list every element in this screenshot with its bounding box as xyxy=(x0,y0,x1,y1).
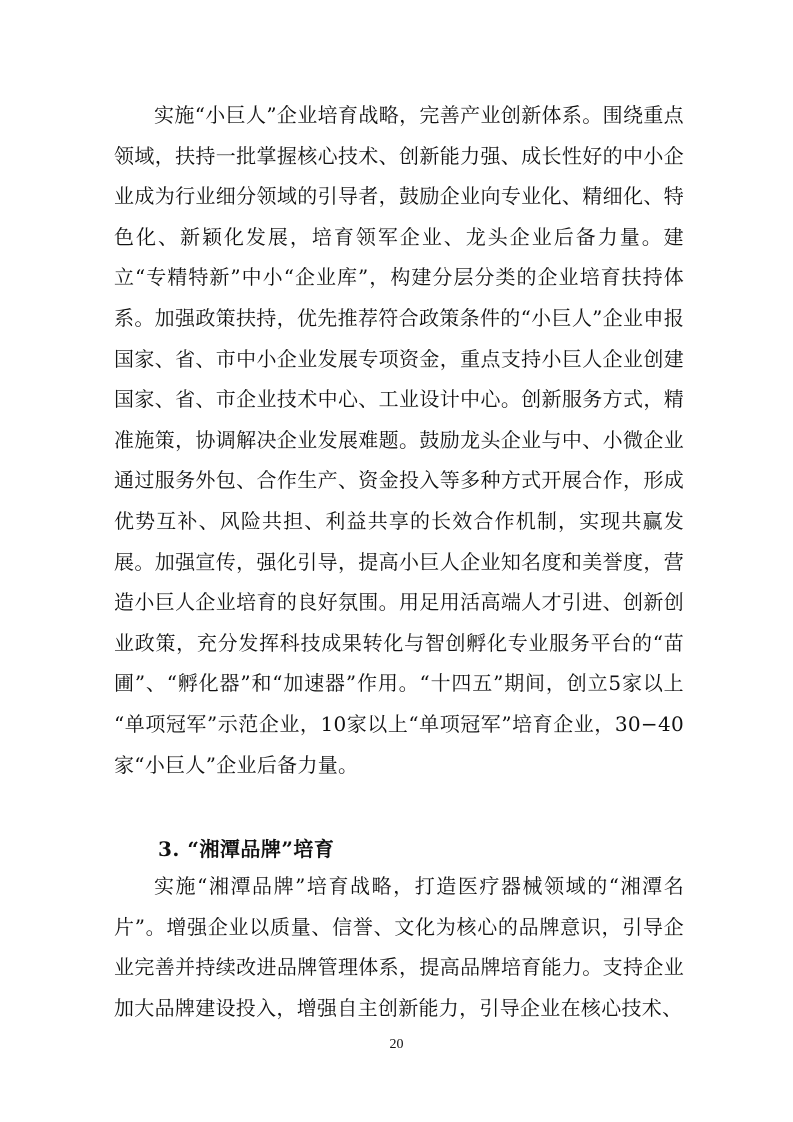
page-number: 20 xyxy=(389,1037,404,1052)
section-heading-xiangtan-brand: 3. “湘潭品牌”培育 xyxy=(158,837,335,861)
body-paragraph-little-giant: 实施“小巨人”企业培育战略，完善产业创新体系。围绕重点领域，扶持一批掌握核心技术、创新能力强、成长性好的中小企业成为行业细分领域的引导者，鼓励企业向专业化、精细化、特色化、新颖化发展，培育领军企业、龙头企业后备力量。建立“专精特新”中小“企业库”，构建分层分类的企业培育扶持体系。加强政策扶持，优先推荐符合政策条件的“小巨人”企业申报国家、省、市中小企业发展专项资金，重点支持小巨人企业创建国家、省、市企业技术中心、工业设计中心。创新服务方式，精准施策，协调解决企业发展难题。鼓励龙头企业与中、小微企业通过服务外包、合作生产、资金投入等多种方式开展合作，形成优势互补、风险共担、利益共享的长效合作机制，实现共赢发展。加强宣传，强化引导，提高小巨人企业知名度和美誉度，营造小巨人企业培育的良好氛围。用足用活高端人才引进、创新创业政策，充分发挥科技成果转化与智创孵化专业服务平台的“苗圃”、“孵化器”和“加速器”作用。“十四五”期间，创立5家以上 “单项冠军”示范企业，10家以上“单项冠军”培育企业，30−40家“小巨人”企业后备力量。 xyxy=(114,103,684,777)
body-paragraph-xiangtan-brand: 实施“湘潭品牌”培育战略，打造医疗器械领域的“湘潭名片”。增强企业以质量、信誉、文化为核心的品牌意识，引导企业完善并持续改进品牌管理体系，提高品牌培育能力。支持企业加大品牌建设投入，增强自主创新能力，引导企业在核心技术、 xyxy=(114,874,684,1020)
